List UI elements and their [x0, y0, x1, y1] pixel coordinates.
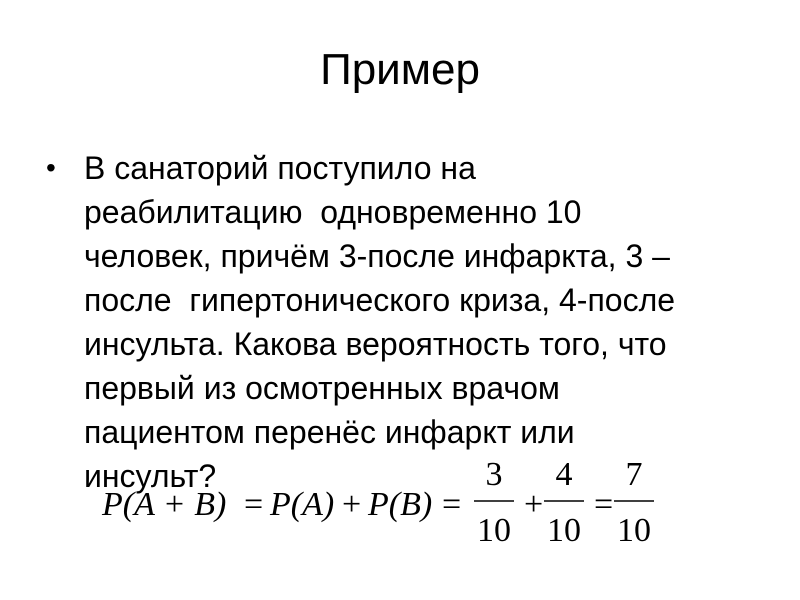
problem-text	[84, 146, 675, 498]
fraction-2-denominator: 10	[547, 512, 581, 549]
slide-title: Пример	[320, 45, 480, 94]
problem-text-line: В санаторий поступило на	[84, 150, 476, 186]
formula-equals: =	[244, 486, 264, 523]
formula-lhs: P(A + B)	[102, 486, 227, 523]
fraction-3-numerator: 7	[625, 456, 643, 493]
formula-term-pb: P(B)	[368, 486, 433, 523]
formula-plus: +	[524, 486, 544, 523]
formula-plus: +	[342, 486, 362, 523]
problem-text-line: первый из осмотренных врачом	[84, 370, 560, 406]
problem-text-line: реабилитацию одновременно 10	[84, 194, 582, 230]
problem-text-line: инсульт?	[84, 458, 217, 494]
problem-text-line: после гипертонического криза, 4-после	[84, 282, 676, 318]
formula-term-pa: P(A)	[270, 486, 335, 523]
fraction-1-denominator: 10	[477, 512, 511, 549]
formula-svg	[102, 455, 662, 555]
problem-text-line: пациентом перенёс инфаркт или	[84, 414, 575, 450]
probability-formula	[102, 455, 662, 555]
problem-text-line: человек, причём 3-после инфаркта, 3 –	[84, 238, 670, 274]
fraction-2-numerator: 4	[555, 456, 573, 493]
problem-text-line: инсульта. Какова вероятность того, что	[84, 326, 667, 362]
formula-equals: =	[442, 486, 462, 523]
formula-equals: =	[594, 486, 614, 523]
bullet-marker: •	[46, 152, 56, 183]
fraction-1-numerator: 3	[485, 456, 503, 493]
fraction-3-denominator: 10	[617, 512, 651, 549]
